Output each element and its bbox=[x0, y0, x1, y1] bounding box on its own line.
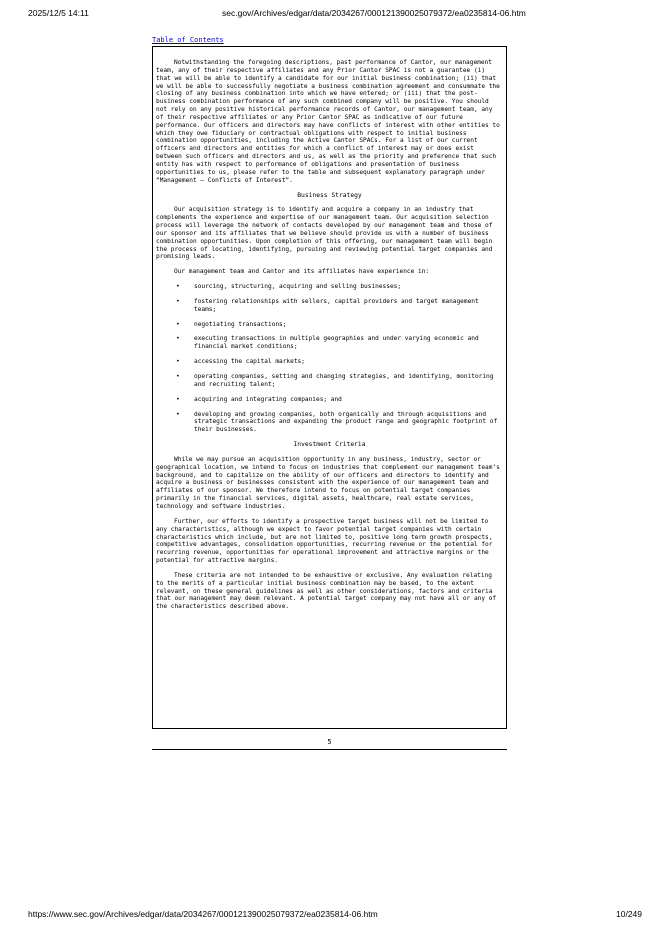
print-footer-url: https://www.sec.gov/Archives/edgar/data/2034267/000121390025079372/ea0235814-06.htm bbox=[28, 909, 378, 919]
paragraph-past-performance: Notwithstanding the foregoing descriptions, past performance of Cantor, our management team, any of their respective affiliates and any Prior Cantor SPAC is not a guarantee (i) that we will be able to identify a candidate for our initial business combination; (ii) that we will be able to successfully negotiate a business combination agreement and consummate the closing of any business combination into which we have entered; or (iii) that the post-business combination performance of any such combined company will be positive. You should not rely on any positive historical performance records of Cantor, our management team, any of their respective affiliates or any Prior Cantor SPAC as indicative of our future performance. Our officers and directors may have conflicts of interest with other entities to which they owe fiduciary or contractual obligations with respect to initial business combination opportunities, including the Active Cantor SPACs. For a list of our current officers and directors and entities for which a conflict of interest may or does exist between such officers and directors and us, as well as the priority and preference that such entity has with respect to performance of obligations and presentation of business opportunities to us, please refer to the table and subsequent explanatory paragraph under “Management — Conflicts of Interest”. bbox=[156, 59, 500, 184]
paragraph-focus-industries: While we may pursue an acquisition opportunity in any business, industry, sector or geographical location, we intend to focus on industries that complement our management team’s background, and to capitalize on the ability of our officers and directors to identify and acquire a business or businesses consistent with the experience of our management team and affiliates of our sponsor. We therefore intend to focus on potential target companies primarily in the financial services, digital assets, healthcare, real estate services, technology and software industries. bbox=[156, 455, 500, 510]
list-item: • acquiring and integrating companies; and bbox=[176, 395, 342, 403]
print-datetime: 2025/12/5 14:11 bbox=[28, 8, 89, 18]
document-body bbox=[152, 46, 507, 729]
bullet-icon: • bbox=[176, 410, 180, 418]
heading-investment-criteria: Investment Criteria bbox=[293, 441, 366, 449]
list-item: • accessing the capital markets; bbox=[176, 358, 305, 366]
experience-list bbox=[156, 283, 503, 434]
bullet-icon: • bbox=[176, 297, 180, 305]
list-item: • operating companies, setting and changing strategies, and identifying, monitoring and recruiting talent; bbox=[176, 373, 494, 388]
page-number: 5 bbox=[327, 738, 332, 746]
print-page-url: sec.gov/Archives/edgar/data/2034267/000121390025079372/ea0235814-06.htm bbox=[222, 8, 526, 18]
table-of-contents-link[interactable]: Table of Contents bbox=[152, 36, 224, 44]
heading-business-strategy: Business Strategy bbox=[297, 191, 362, 199]
list-item: • developing and growing companies, both organically and through acquisitions and strategic transactions and expanding the product range and geographic footprint of their businesses. bbox=[176, 410, 498, 434]
bullet-icon: • bbox=[176, 395, 180, 403]
bullet-icon: • bbox=[176, 320, 180, 328]
bullet-icon: • bbox=[176, 373, 180, 380]
paragraph-experience-intro: Our management team and Cantor and its affiliates have experience in: bbox=[174, 268, 430, 276]
paragraph-target-characteristics: Further, our efforts to identify a prospective target business will not be limited to any characteristics, although we expect to favor potential target companies with certain characteristics which include, but are not limited to, positive long term growth prospects, competitive advantages, consolidation opportunities, recurring revenue or the potential for recurring revenue, opportunities for operational improvement and attractive margins or the potential for attractive margins. bbox=[156, 517, 493, 565]
print-header bbox=[0, 8, 662, 22]
paragraph-criteria-not-exhaustive: These criteria are not intended to be exhaustive or exclusive. Any evaluation relating to the merits of a particular initial business combination may be based, to the extent relevant, on these general guidelines as well as other considerations, factors and criteria that our management may deem relevant. A potential target company may not have all or any of the characteristics described above. bbox=[156, 571, 497, 611]
print-page-count: 10/249 bbox=[616, 909, 642, 919]
list-item: • executing transactions in multiple geographies and under varying economic and financial market conditions; bbox=[176, 335, 479, 351]
print-footer bbox=[0, 909, 662, 923]
bullet-icon: • bbox=[176, 358, 180, 366]
list-item: • fostering relationships with sellers, capital providers and target management teams; bbox=[176, 297, 479, 313]
page-divider bbox=[152, 749, 507, 750]
bullet-icon: • bbox=[176, 335, 180, 343]
paragraph-acquisition-strategy: Our acquisition strategy is to identify and acquire a company in an industry that complements the experience and expertise of our management team. Our acquisition selection process will leverage the network of contacts developed by our management team and those of our sponsor and its affiliates that we believe should provide us with a number of business combination opportunities. Upon completion of this offering, our management team will begin the process of locating, identifying, pursuing and reviewing potential target companies and promising leads. bbox=[156, 206, 493, 261]
bullet-icon: • bbox=[176, 283, 180, 291]
list-item: • sourcing, structuring, acquiring and selling businesses; bbox=[176, 283, 402, 291]
list-item: • negotiating transactions; bbox=[176, 320, 287, 328]
